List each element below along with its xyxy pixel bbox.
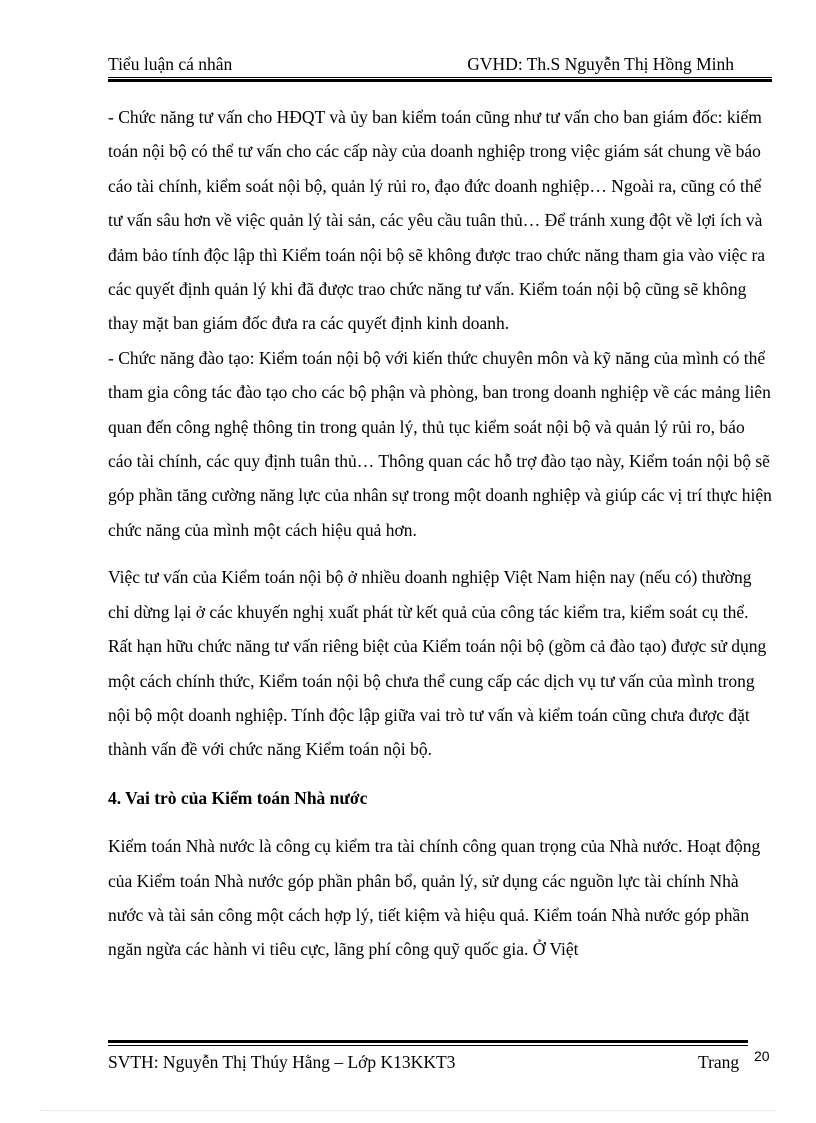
paragraph-advisory-function: - Chức năng tư vấn cho HĐQT và ủy ban kiểm toán cũng như tư vấn cho ban giám đốc: kiểm toán nội bộ có thể tư vấn cho các cấp này của doanh nghiệp trong việc giám sát chung về báo cáo tài chính, kiểm soát nội bộ, quản lý rủi ro, đạo đức doanh nghiệp… Ngoài ra, cũng có thể tư vấn sâu hơn về việc quản lý tài sản, các yêu cầu tuân thủ… Để tránh xung đột về lợi ích và đảm bảo tính độc lập thì Kiểm toán nội bộ sẽ không được trao chức năng tham gia vào việc ra các quyết định quản lý khi đã được trao chức năng tư vấn. Kiểm toán nội bộ cũng sẽ không thay mặt ban giám đốc đưa ra các quyết định kinh doanh.	[108, 107, 766, 334]
footer-student: SVTH: Nguyễn Thị Thúy Hằng – Lớp K13KKT3	[108, 1052, 456, 1072]
page-header	[108, 52, 768, 76]
page-body	[108, 100, 772, 967]
header-supervisor: GVHD: Th.S Nguyễn Thị Hồng Minh	[467, 54, 734, 74]
paragraph-advisory-status: Việc tư vấn của Kiểm toán nội bộ ở nhiều doanh nghiệp Việt Nam hiện nay (nếu có) thường chỉ dừng lại ở các khuyến nghị xuất phát từ kết quả của công tác kiểm tra, kiểm soát cụ thể. Rất hạn hữu chức năng tư vấn riêng biệt của Kiểm toán nội bộ (gồm cả đào tạo) được sử dụng một cách chính thức, Kiểm toán nội bộ chưa thể cung cấp các dịch vụ tư vấn của mình trong nội bộ một doanh nghiệp. Tính độc lập giữa vai trò tư vấn và kiểm toán cũng chưa được đặt thành vấn đề với chức năng Kiểm toán nội bộ.	[108, 567, 767, 760]
footer-rule	[108, 1045, 748, 1046]
page-edge-divider	[40, 1110, 776, 1111]
page-footer	[108, 1050, 780, 1074]
paragraph-training-function: - Chức năng đào tạo: Kiểm toán nội bộ với kiến thức chuyên môn và kỹ năng của mình có thể tham gia công tác đào tạo cho các bộ phận và phòng, ban trong doanh nghiệp về các mảng liên quan đến công nghệ thông tin trong quản lý, thủ tục kiểm soát nội bộ và quản lý rủi ro, báo cáo tài chính, các quy định tuân thủ… Thông quan các hỗ trợ đào tạo này, Kiểm toán nội bộ sẽ góp phần tăng cường năng lực của nhân sự trong một doanh nghiệp và giúp các vị trí thực hiện chức năng của mình một cách hiệu quả hơn.	[108, 347, 772, 540]
header-title: Tiểu luận cá nhân	[108, 54, 233, 74]
footer-page-label: Trang	[698, 1052, 740, 1072]
header-rule-thick	[108, 79, 772, 82]
header-rule	[108, 77, 772, 78]
footer-rule-thick	[108, 1040, 748, 1043]
section-heading: 4. Vai trò của Kiểm toán Nhà nước	[108, 787, 368, 808]
page-number: 20	[754, 1048, 770, 1064]
paragraph-state-audit: Kiểm toán Nhà nước là công cụ kiểm tra tài chính công quan trọng của Nhà nước. Hoạt động của Kiểm toán Nhà nước góp phần phân bổ, quản lý, sử dụng các nguồn lực tài chính Nhà nước và tài sản công một cách hợp lý, tiết kiệm và hiệu quả. Kiểm toán Nhà nước góp phần ngăn ngừa các hành vi tiêu cực, lãng phí công quỹ quốc gia. Ở Việt	[108, 836, 761, 960]
